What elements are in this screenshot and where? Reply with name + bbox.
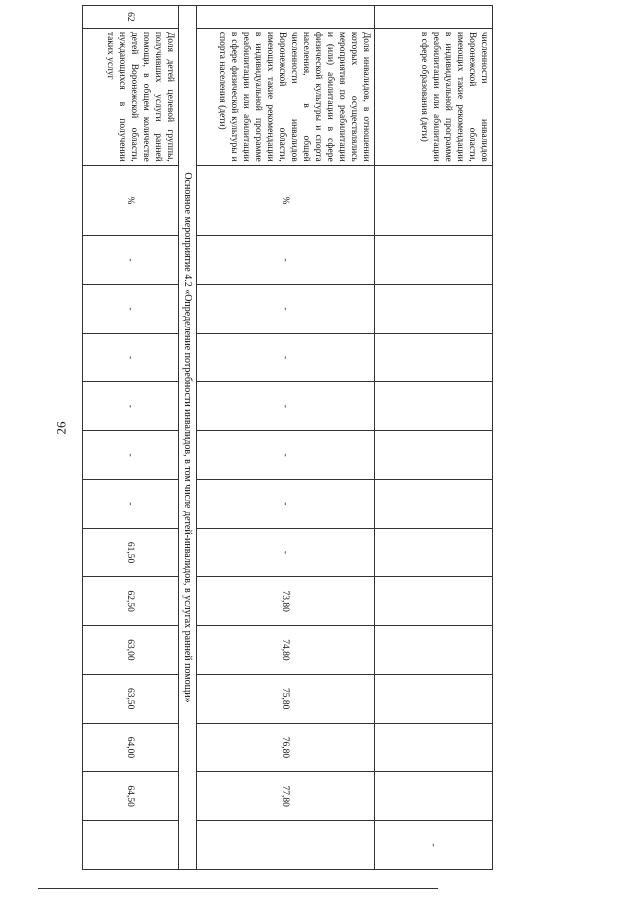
value-cell: -: [197, 382, 375, 431]
value-cell: [375, 723, 493, 772]
value-cell: [375, 431, 493, 480]
row-number-cell: [375, 6, 493, 29]
indicator-table: [82, 5, 493, 870]
value-cell: [375, 577, 493, 626]
value-cell: 74,80: [197, 626, 375, 675]
section-header-row: [179, 6, 197, 870]
value-cell: -: [83, 333, 179, 382]
value-cell: -: [197, 528, 375, 577]
indicator-name-cell: численности инвалидов Воронежской области, имеющих такие рекомендации в индивидуальной программе реабилитации или абилитации в сфере образования (дети): [375, 28, 493, 165]
value-cell: 64,00: [83, 723, 179, 772]
rotated-table-container: [73, 5, 493, 870]
value-cell: [375, 626, 493, 675]
value-cell: [375, 333, 493, 382]
value-cell: 76,80: [197, 723, 375, 772]
unit-cell: [375, 165, 493, 236]
value-cell: -: [197, 431, 375, 480]
indicator-name-cell: Доля детей целевой группы, получивших услуги ранней помощи, в общем количестве детей Воронежской области, нуждающихся в получении таких услуг: [83, 28, 179, 165]
value-cell: [83, 821, 179, 870]
value-cell: -: [197, 284, 375, 333]
value-cell: -: [83, 382, 179, 431]
indicator-name-cell: Доля инвалидов, в отношении которых осуществлялись мероприятия по реабилитации и (или) абилитации в сфере физической культуры и спорта населения, в общей численности инвалидов Воронежской области, имеющих такие рекомендации в индивидуальной программе реабилитации или абилитации в сфере физической культуры и спорта населения (дети): [197, 28, 375, 165]
value-cell: -: [197, 333, 375, 382]
value-cell: -: [83, 479, 179, 528]
value-cell: -: [83, 236, 179, 285]
value-cell: 77,80: [197, 772, 375, 821]
value-cell: [375, 382, 493, 431]
value-cell: -: [375, 821, 493, 870]
value-cell: 63,00: [83, 626, 179, 675]
value-cell: 75,80: [197, 674, 375, 723]
unit-cell: %: [83, 165, 179, 236]
value-cell: [375, 772, 493, 821]
page-number: 26: [53, 421, 69, 435]
value-cell: 64,50: [83, 772, 179, 821]
value-cell: [375, 479, 493, 528]
table-row: [83, 6, 179, 870]
value-cell: 63,50: [83, 674, 179, 723]
value-cell: 61,50: [83, 528, 179, 577]
value-cell: [375, 284, 493, 333]
table-row: [375, 6, 493, 870]
value-cell: [375, 674, 493, 723]
section-title: Основное мероприятие 4.2 «Определение потребности инвалидов, в том числе детей-инвалидов, в услугах ранней помощи»: [179, 6, 197, 870]
value-cell: -: [197, 479, 375, 528]
table-row: [197, 6, 375, 870]
footer-divider: [38, 888, 438, 889]
value-cell: [375, 236, 493, 285]
value-cell: 62,50: [83, 577, 179, 626]
value-cell: 73,80: [197, 577, 375, 626]
value-cell: [375, 528, 493, 577]
value-cell: -: [83, 284, 179, 333]
value-cell: -: [83, 431, 179, 480]
value-cell: [197, 821, 375, 870]
value-cell: -: [197, 236, 375, 285]
unit-cell: %: [197, 165, 375, 236]
row-number-cell: [197, 6, 375, 29]
row-number-cell: 62: [83, 6, 179, 29]
